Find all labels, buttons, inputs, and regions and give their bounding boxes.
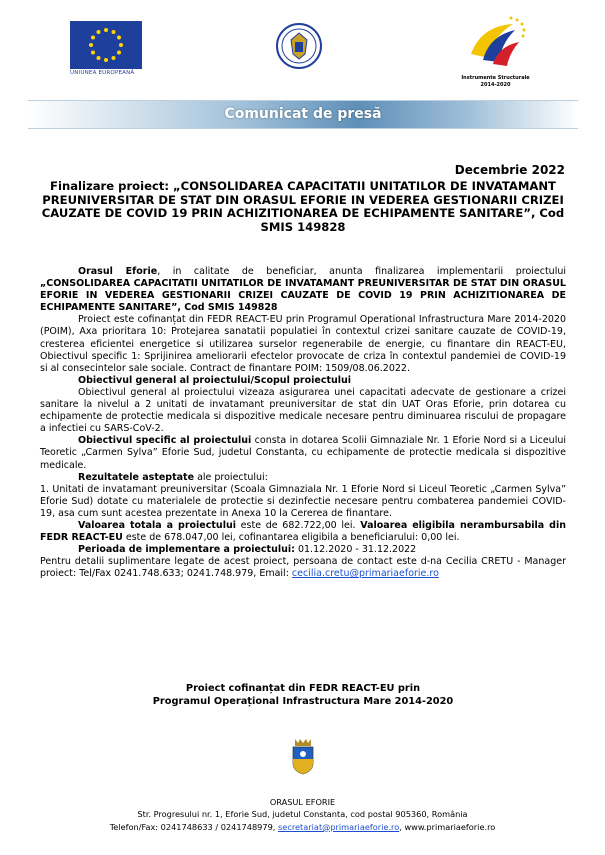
press-release-banner xyxy=(28,100,578,129)
contact-email-link[interactable]: cecilia.cretu@primariaeforie.ro xyxy=(291,568,439,580)
paragraph-financing: Proiect este cofinanțat din FEDR REACT-EU prin Programul Operational Infrastructura Mare 2014-2020 (POIM), Axa prioritara 10: Protejarea sanatatii populatiei în contextul crizei sanitare cauzate de COVID-19, cresterea eficientei energetice si utilizarea surselor regenerabile de energie, cu finantare din REACT-EU, Obiectivul specific 1: Sprijinirea ameliorarii efectelor provocate de criza în contextul pandemiei de COVID-19 si al consecintelor sale sociale. Contract de finantare POIM: 1509/08.06.2022. xyxy=(40,314,566,374)
footer-org: ORASUL EFORIE xyxy=(269,797,336,807)
footer-contact xyxy=(20,821,585,833)
paragraph-contact xyxy=(40,556,566,580)
footer-phone: Telefon/Fax: 0241748633 / 0241748979, xyxy=(109,821,279,832)
paragraph-intro xyxy=(40,266,566,314)
cofin-line1: Proiect cofinanțat din FEDR REACT-EU prin xyxy=(185,683,421,694)
struct-label-line1: Instrumente Structurale xyxy=(461,75,530,81)
results-tail: ale proiectului: xyxy=(194,471,268,483)
footer xyxy=(20,796,585,833)
footer-address: Str. Progresului nr. 1, Eforie Sud, judetul Constanta, cod postal 905360, România xyxy=(137,809,468,820)
heading-results xyxy=(40,472,566,484)
paragraph-general-objective: Obiectivul general al proiectului vizeaza asigurarea unei capacitati adecvate de gestionare a crizei sanitare la nivelul a 2 unitati de invatamant preuniversitar de stat din UAT Oras Eforie, prin dotarea cu echipamente de protectie medicala si dispozitive medicale necesare pentru diminuarea riscului de propagare a infectiei cu SARS-CoV-2. xyxy=(40,386,566,435)
specific-objective-text: consta in dotarea Scolii Gimnaziale Nr. 1 Eforie Nord si a Liceului Teoretic „Carmen Sylva” Eforie Sud, judetul Constanta, cu echipamente de protectie medicala si dispozitive medicale. xyxy=(40,435,567,471)
footer-email-link[interactable]: secretariat@primariaeforie.ro xyxy=(278,821,400,832)
intro-project-title: „CONSOLIDAREA CAPACITATII UNITATILOR DE INVATAMANT PREUNIVERSITAR DE STAT DIN ORASUL EFORIE IN VEDEREA GESTIONARII CRIZEI CAUZATE DE COVID 19 PRIN ACHIZITIONAREA DE ECHIPAMENTE SANITARE”, Cod SMIS 149828 xyxy=(40,278,566,314)
beneficiary-name: Orasul Eforie xyxy=(78,266,158,277)
eu-label: UNIUNEA EUROPEANĂ xyxy=(70,70,135,76)
eu-flag-logo xyxy=(70,21,142,69)
body-content xyxy=(40,266,566,580)
instrumente-structurale-label xyxy=(453,75,538,89)
banner-title: Comunicat de presă xyxy=(224,106,382,122)
period-label: Perioada de implementare a proiectului: xyxy=(78,544,295,556)
cofinancing-note xyxy=(40,683,566,708)
government-emblem-logo xyxy=(275,22,323,74)
cofin-line2: Programul Operațional Infrastructura Mare 2014-2020 xyxy=(152,695,454,707)
paragraph-period xyxy=(40,544,566,556)
eligible-value-text: este de 678.047,00 lei, cofinantarea eligibila a beneficiarului: 0,00 lei. xyxy=(122,532,460,544)
total-value-text: este de 682.722,00 lei. xyxy=(235,519,361,531)
footer-website: , www.primariaeforie.ro xyxy=(399,821,496,832)
heading-general-objective: Obiectivul general al proiectului/Scopul proiectului xyxy=(78,374,352,386)
struct-label-line2: 2014-2020 xyxy=(480,82,511,88)
period-text: 01.12.2020 - 31.12.2022 xyxy=(294,544,417,556)
instrumente-structurale-logo xyxy=(463,14,527,76)
paragraph-specific-objective xyxy=(40,435,566,471)
intro-text: , in calitate de beneficiar, anunta finalizarea implementarii proiectului xyxy=(157,266,567,277)
contact-text: Pentru detalii suplimentare legate de acest proiect, persoana de contact este d-na Cecilia CRETU - Manager proiect: Tel/Fax 0241.748.633; 0241.748.979, Email: xyxy=(40,556,566,580)
results-label: Rezultatele asteptate xyxy=(78,471,195,483)
project-title: Finalizare proiect: „CONSOLIDAREA CAPACITATII UNITATILOR DE INVATAMANT PREUNIVERSITAR DE STAT DIN ORASUL EFORIE IN VEDEREA GESTIONARII CRIZEI CAUZATE DE COVID 19 PRIN ACHIZITIONAREA DE ECHIPAMENTE SANITARE”, Cod SMIS 149828 xyxy=(41,179,565,234)
header xyxy=(0,0,605,95)
eforie-coat-of-arms-logo xyxy=(290,737,316,779)
paragraph-results: 1. Unitati de invatamant preuniversitar (Scoala Gimnaziala Nr. 1 Eforie Nord si Liceul Teoretic „Carmen Sylva” Eforie Sud) dotate cu materialele de protectie si dezinfectie necesare pentru combaterea pandemiei COVID-19, asa cum sunt acestea prezentate in Anexa 10 la Cererea de finantare. xyxy=(40,483,566,519)
release-date: Decembrie 2022 xyxy=(454,163,565,177)
eligible-value-label: Valoarea eligibila nerambursabila din FEDR REACT-EU xyxy=(40,519,567,544)
specific-objective-label: Obiectivul specific al proiectului xyxy=(78,435,252,447)
paragraph-values xyxy=(40,520,566,544)
total-value-label: Valoarea totala a proiectului xyxy=(78,519,236,531)
